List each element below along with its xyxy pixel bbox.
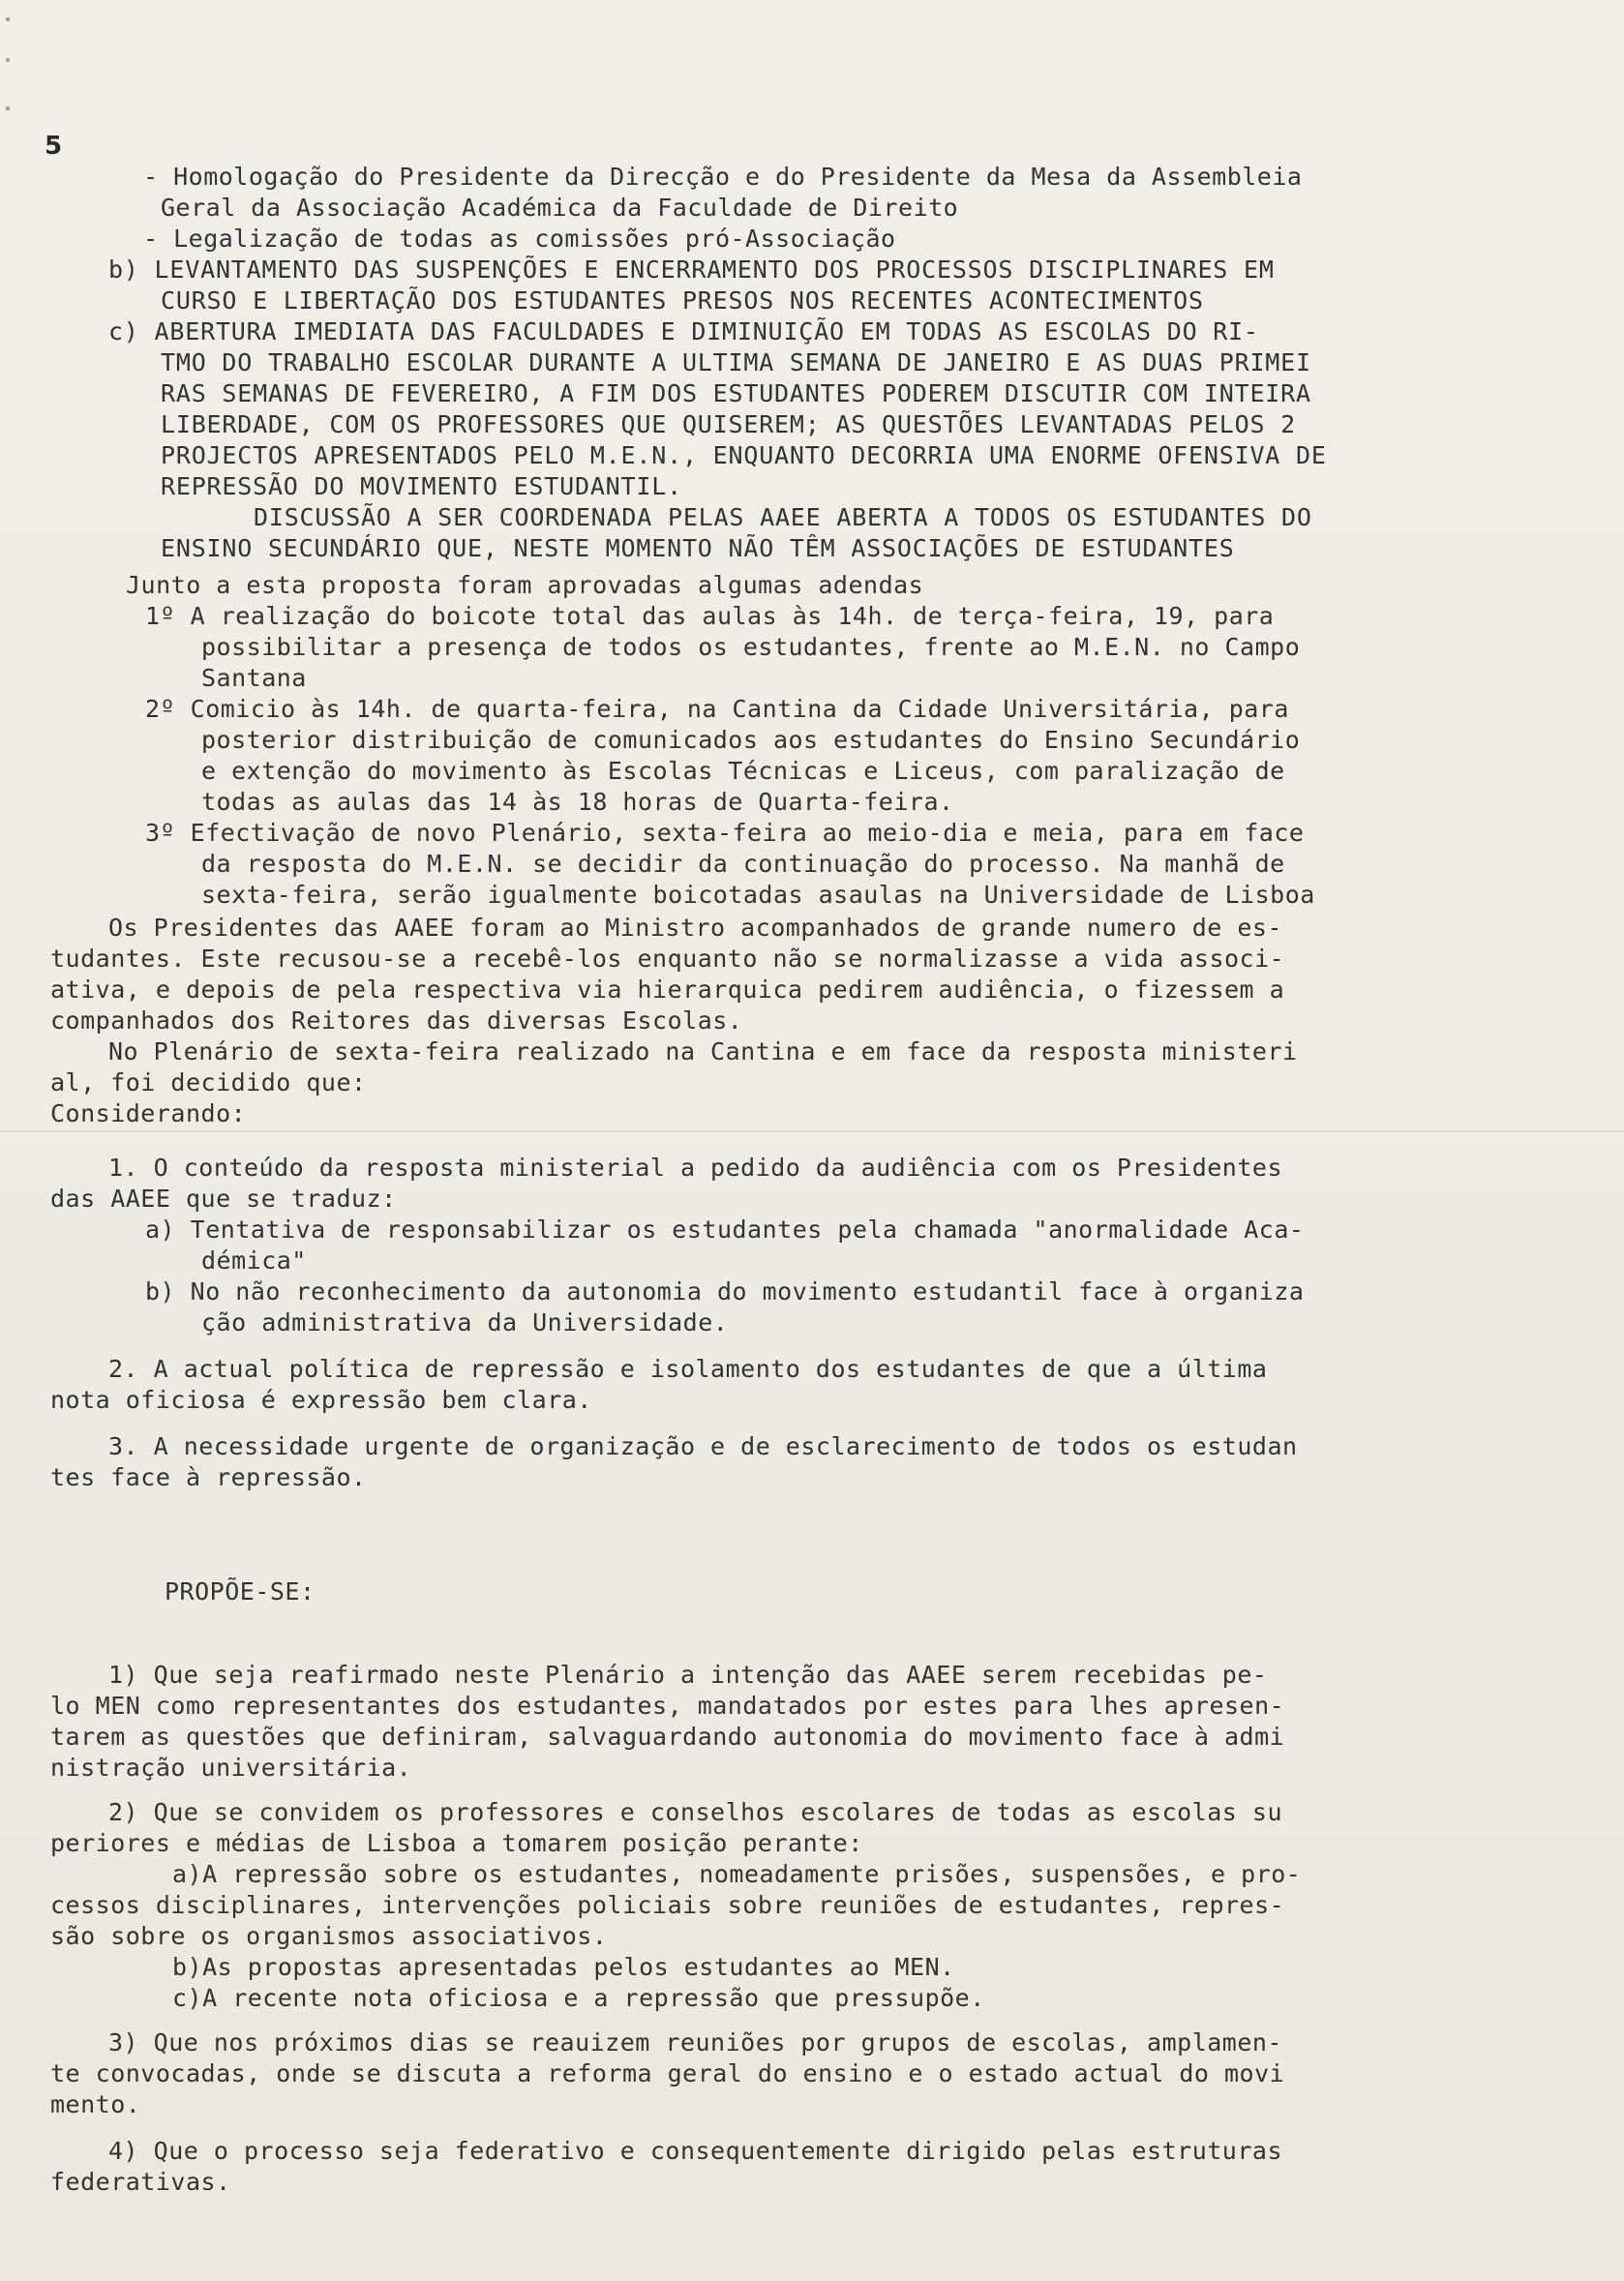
punch-mark-1: [6, 17, 10, 21]
text-line: das AAEE que se traduz:: [50, 1185, 397, 1213]
punch-mark-2: [6, 58, 10, 62]
text-line: ativa, e depois de pela respectiva via hierarquica pedirem audiência, o fizessem a: [50, 975, 1285, 1004]
text-line: démica": [201, 1246, 307, 1275]
text-line: Os Presidentes das AAEE foram ao Ministro acompanhados de grande numero de es-: [108, 914, 1282, 942]
text-line: a)A repressão sobre os estudantes, nomeadamente prisões, suspensões, e pro-: [172, 1860, 1302, 1888]
text-line: 2º Comicio às 14h. de quarta-feira, na Cantina da Cidade Universitária, para: [145, 695, 1289, 723]
text-line: c) ABERTURA IMEDIATA DAS FACULDADES E DIMINUIÇÃO EM TODAS AS ESCOLAS DO RI-: [108, 317, 1259, 345]
text-line: DISCUSSÃO A SER COORDENADA PELAS AAEE ABERTA A TODOS OS ESTUDANTES DO: [254, 503, 1312, 531]
text-line: nota oficiosa é expressão bem clara.: [50, 1386, 592, 1414]
text-line: te convocadas, onde se discuta a reforma geral do ensino e o estado actual do movi: [50, 2059, 1285, 2087]
text-line: da resposta do M.E.N. se decidir da continuação do processo. Na manhã de: [201, 850, 1285, 878]
text-line: são sobre os organismos associativos.: [50, 1922, 608, 1950]
page-number: 5: [45, 132, 63, 161]
text-line: 2. A actual política de repressão e isolamento dos estudantes de que a última: [108, 1355, 1268, 1383]
text-line: 1º A realização do boicote total das aulas às 14h. de terça-feira, 19, para: [145, 602, 1275, 630]
text-line: 1. O conteúdo da resposta ministerial a pedido da audiência com os Presidentes: [108, 1154, 1282, 1182]
text-line: federativas.: [50, 2168, 231, 2196]
text-line: b) No não reconhecimento da autonomia do movimento estudantil face à organiza: [145, 1277, 1305, 1306]
text-line: tudantes. Este recusou-se a recebê-los enquanto não se normalizasse a vida associ-: [50, 945, 1285, 973]
text-line: CURSO E LIBERTAÇÃO DOS ESTUDANTES PRESOS NOS RECENTES ACONTECIMENTOS: [161, 286, 1204, 315]
text-line: mento.: [50, 2090, 141, 2118]
text-line: posterior distribuição de comunicados aos estudantes do Ensino Secundário: [201, 726, 1301, 754]
punch-mark-3: [6, 106, 10, 110]
text-line: tes face à repressão.: [50, 1463, 367, 1491]
text-line: ENSINO SECUNDÁRIO QUE, NESTE MOMENTO NÃO TÊM ASSOCIAÇÕES DE ESTUDANTES: [161, 534, 1235, 562]
text-line: - Homologação do Presidente da Direcção e do Presidente da Mesa da Assembleia: [143, 163, 1303, 191]
text-line: TMO DO TRABALHO ESCOLAR DURANTE A ULTIMA SEMANA DE JANEIRO E AS DUAS PRIMEI: [161, 348, 1311, 376]
text-line: b)As propostas apresentadas pelos estudantes ao MEN.: [172, 1953, 955, 1981]
section-heading: PROPÕE-SE:: [165, 1577, 316, 1606]
text-line: Geral da Associação Académica da Faculdade de Direito: [161, 194, 959, 222]
text-line: LIBERDADE, COM OS PROFESSORES QUE QUISEREM; AS QUESTÕES LEVANTADAS PELOS 2: [161, 410, 1296, 438]
text-line: - Legalização de todas as comissões pró-Associação: [143, 225, 896, 253]
text-line: Santana: [201, 664, 307, 692]
text-line: al, foi decidido que:: [50, 1068, 367, 1096]
text-line: ção administrativa da Universidade.: [201, 1308, 729, 1336]
text-line: REPRESSÃO DO MOVIMENTO ESTUDANTIL.: [161, 472, 682, 500]
text-line: todas as aulas das 14 às 18 horas de Quarta-feira.: [201, 788, 954, 816]
text-line: 1) Que seja reafirmado neste Plenário a intenção das AAEE serem recebidas pe-: [108, 1661, 1268, 1689]
text-line: nistração universitária.: [50, 1754, 412, 1782]
text-line: 2) Que se convidem os professores e conselhos escolares de todas as escolas su: [108, 1798, 1282, 1826]
text-line: lo MEN como representantes dos estudantes, mandatados por estes para lhes apresen-: [50, 1692, 1285, 1720]
text-line: periores e médias de Lisboa a tomarem posição perante:: [50, 1829, 863, 1857]
text-line: c)A recente nota oficiosa e a repressão que pressupõe.: [172, 1984, 985, 2012]
text-line: 3. A necessidade urgente de organização e de esclarecimento de todos os estudan: [108, 1432, 1298, 1460]
text-line: Considerando:: [50, 1099, 247, 1127]
text-line: companhados dos Reitores das diversas Escolas.: [50, 1006, 743, 1035]
text-line: Junto a esta proposta foram aprovadas algumas adendas: [126, 571, 924, 599]
text-line: a) Tentativa de responsabilizar os estudantes pela chamada "anormalidade Aca-: [145, 1216, 1305, 1244]
text-line: PROJECTOS APRESENTADOS PELO M.E.N., ENQUANTO DECORRIA UMA ENORME OFENSIVA DE: [161, 441, 1327, 469]
text-line: No Plenário de sexta-feira realizado na Cantina e em face da resposta ministeri: [108, 1037, 1298, 1065]
text-line: e extenção do movimento às Escolas Técnicas e Liceus, com paralização de: [201, 757, 1285, 785]
text-line: b) LEVANTAMENTO DAS SUSPENÇÕES E ENCERRAMENTO DOS PROCESSOS DISCIPLINARES EM: [108, 255, 1275, 284]
paper-fold-line: [0, 1130, 1624, 1132]
text-line: 3º Efectivação de novo Plenário, sexta-feira ao meio-dia e meia, para em face: [145, 819, 1305, 847]
text-line: tarem as questões que definiram, salvaguardando autonomia do movimento face à admi: [50, 1723, 1285, 1751]
text-line: 3) Que nos próximos dias se reauizem reuniões por grupos de escolas, amplamen-: [108, 2028, 1282, 2056]
text-line: 4) Que o processo seja federativo e consequentemente dirigido pelas estruturas: [108, 2137, 1282, 2165]
text-line: cessos disciplinares, intervenções policiais sobre reuniões de estudantes, repres-: [50, 1891, 1285, 1919]
text-line: possibilitar a presença de todos os estudantes, frente ao M.E.N. no Campo: [201, 633, 1301, 661]
text-line: sexta-feira, serão igualmente boicotadas asaulas na Universidade de Lisboa: [201, 881, 1315, 909]
text-line: RAS SEMANAS DE FEVEREIRO, A FIM DOS ESTUDANTES PODEREM DISCUTIR COM INTEIRA: [161, 379, 1311, 407]
